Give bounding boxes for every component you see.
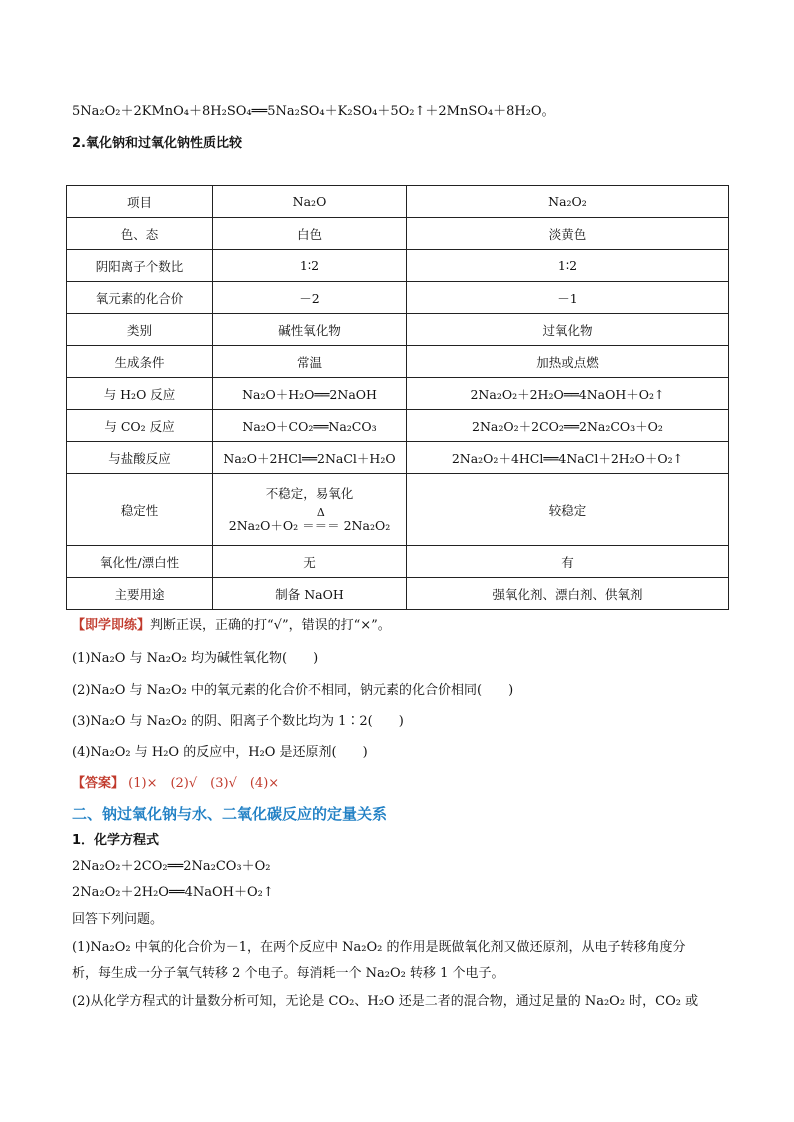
table-cell: 较稳定 [407,474,729,546]
table-cell: 过氧化物 [407,314,729,346]
table-cell: 碱性氧化物 [213,314,407,346]
table-cell: Na₂O＋CO₂══Na₂CO₃ [213,410,407,442]
practice-instruction: 判断正误，正确的打“√”，错误的打“×”。 [150,618,391,633]
practice-item: (4)Na₂O₂ 与 H₂O 的反应中，H₂O 是还原剂( ) [72,745,368,760]
equation-line: 2Na₂O₂＋2H₂O══4NaOH＋O₂↑ [72,885,274,900]
table-cell: 色、态 [67,218,213,250]
table-cell: 制备 NaOH [213,578,407,610]
table-cell: 2Na₂O₂＋2H₂O══4NaOH＋O₂↑ [407,378,729,410]
equation-left: 2Na₂O＋O₂ [228,517,299,533]
table-row [67,442,729,474]
table-cell: 生成条件 [67,346,213,378]
answer-tag: 【答案】 [72,776,125,791]
table-cell: 与 CO₂ 反应 [67,410,213,442]
table-header-cell: Na₂O₂ [407,186,729,218]
table-cell: 白色 [213,218,407,250]
table-header-cell: 项目 [67,186,213,218]
table-row [67,314,729,346]
table-row [67,578,729,610]
stability-equation [217,505,402,535]
table-cell: 与 H₂O 反应 [67,378,213,410]
practice-instruction-line [72,617,391,635]
table-cell: 加热或点燃 [407,346,729,378]
answer-line [72,775,279,793]
table-row [67,250,729,282]
paragraph-line: 析，每生成一分子氧气转移 2 个电子。每消耗一个 Na₂O₂ 转移 1 个电子。 [72,966,505,981]
table-cell: 阴阳离子个数比 [67,250,213,282]
section2-heading: 2.氧化钠和过氧化钠性质比较 [72,136,242,151]
table-cell: 1∶2 [407,250,729,282]
subsection-heading: 1．化学方程式 [72,833,160,848]
prompt-text: 回答下列问题。 [72,912,164,927]
table-cell: Na₂O＋H₂O══2NaOH [213,378,407,410]
table-cell: 淡黄色 [407,218,729,250]
table-cell: 强氧化剂、漂白剂、供氧剂 [407,578,729,610]
table-cell: －1 [407,282,729,314]
stability-note: 不稳定，易氧化 [265,485,354,501]
intro-equation: 5Na₂O₂＋2KMnO₄＋8H₂SO₄══5Na₂SO₄＋K₂SO₄＋5O₂↑＋2MnSO₄＋8H₂O。 [72,104,555,119]
table-row [67,282,729,314]
table-cell: 氧元素的化合价 [67,282,213,314]
stability-na2o-cell [213,474,407,546]
table-cell: 有 [407,546,729,578]
equation-line: 2Na₂O₂＋2CO₂══2Na₂CO₃＋O₂ [72,859,271,874]
table-cell: 2Na₂O₂＋2CO₂══2Na₂CO₃＋O₂ [407,410,729,442]
table-cell: Na₂O＋2HCl══2NaCl＋H₂O [213,442,407,474]
delta-symbol: Δ [316,505,325,519]
table-cell: 稳定性 [67,474,213,546]
table-row [67,410,729,442]
table-row [67,218,729,250]
paragraph-line: (2)从化学方程式的计量数分析可知，无论是 CO₂、H₂O 还是二者的混合物，通过足量的 Na₂O₂ 时，CO₂ 或 [72,994,699,1009]
table-row-stability [67,474,729,546]
heat-condition [302,505,340,535]
table-row [67,346,729,378]
equation-right: 2Na₂O₂ [343,517,391,533]
table-cell: 氧化性/漂白性 [67,546,213,578]
table-cell: 无 [213,546,407,578]
table-cell: 1∶2 [213,250,407,282]
table-row [67,378,729,410]
table-cell: 常温 [213,346,407,378]
comparison-table [66,185,729,610]
paragraph-line: (1)Na₂O₂ 中氧的化合价为－1，在两个反应中 Na₂O₂ 的作用是既做氧化剂又做还原剂，从电子转移角度分 [72,940,686,955]
table-cell: －2 [213,282,407,314]
practice-item: (1)Na₂O 与 Na₂O₂ 均为碱性氧化物( ) [72,651,319,666]
practice-item: (2)Na₂O 与 Na₂O₂ 中的氧元素的化合价不相同，钠元素的化合价相同( ) [72,683,514,698]
practice-item: (3)Na₂O 与 Na₂O₂ 的阴、阳离子个数比均为 1∶2( ) [72,714,404,729]
table-header-cell: Na₂O [213,186,407,218]
table-cell: 2Na₂O₂＋4HCl══4NaCl＋2H₂O＋O₂↑ [407,442,729,474]
table-cell: 类别 [67,314,213,346]
answer-text: (1)× (2)√ (3)√ (4)× [124,776,280,791]
equals-sign: ＝＝＝ [302,517,340,533]
table-header-row [67,186,729,218]
table-row [67,546,729,578]
section-title: 二、钠过氧化钠与水、二氧化碳反应的定量关系 [72,805,388,823]
table-cell: 与盐酸反应 [67,442,213,474]
practice-tag: 【即学即练】 [72,618,151,633]
table-cell: 主要用途 [67,578,213,610]
